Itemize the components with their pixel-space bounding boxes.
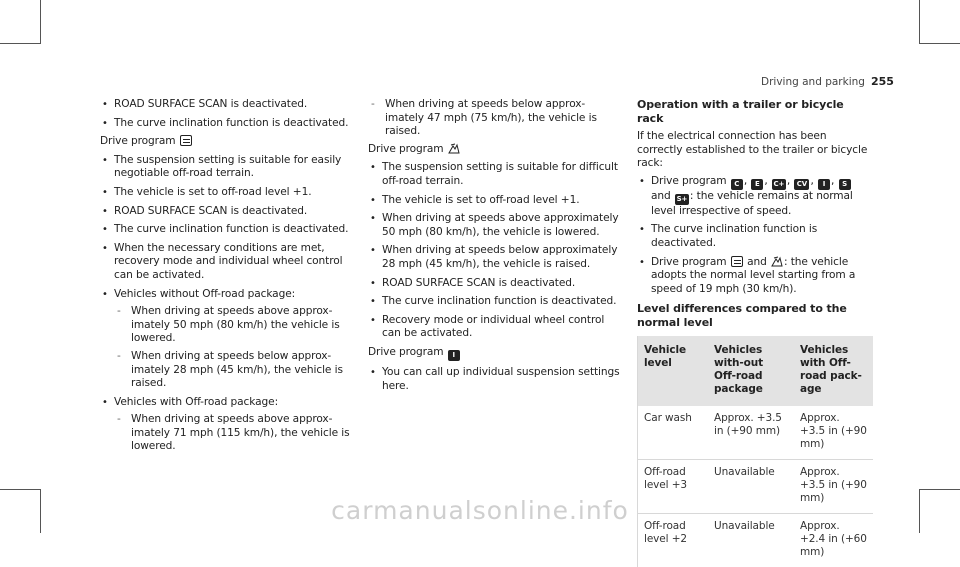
table-heading: Level differences compared to the normal level — [637, 302, 847, 330]
list-item: • You can call up individual suspension settings here. — [368, 366, 624, 393]
rock-crawl-program-icon — [771, 256, 783, 267]
drive-program-label — [368, 143, 624, 157]
table-cell: Off-road level +2 — [638, 514, 709, 567]
sub-item: - When driving at speeds above approx-imately 71 mph (115 km/h), the vehicle is lowered. — [114, 413, 352, 454]
list-item: • ROAD SURFACE SCAN is deactivated. — [368, 277, 624, 291]
crop-mark — [40, 0, 41, 44]
column-1 — [100, 98, 352, 459]
drive-program-label — [100, 135, 352, 149]
section-heading: Operation with a trailer or bicycle rack — [637, 98, 844, 125]
list-item: • The suspension setting is suitable for easily negotiable off-road terrain. — [100, 154, 352, 181]
running-header — [761, 75, 894, 88]
individual-program-icon: I — [818, 179, 830, 190]
list-item: • Recovery mode or individual wheel control can be activated. — [368, 314, 624, 341]
table-cell: Unavailable — [708, 460, 794, 514]
crop-mark — [919, 0, 920, 44]
curve-program-icon: CV — [794, 179, 809, 190]
offroad-program-icon — [180, 135, 192, 146]
table-cell: Approx. +3.5 in (+90 mm) — [794, 460, 873, 514]
column-2 — [368, 98, 624, 398]
table-row — [638, 406, 874, 460]
eco-program-icon: E — [751, 179, 763, 190]
list-item-text: Vehicles with Off-road package: — [114, 395, 279, 408]
individual-program-icon: I — [448, 350, 460, 361]
rock-crawl-program-icon — [448, 143, 460, 154]
list-item-text: Vehicles without Off-road package: — [114, 287, 296, 300]
table-cell: Off-road level +3 — [638, 460, 709, 514]
table-cell: Approx. +3.5 in (+90 mm) — [794, 406, 873, 460]
list-item: • ROAD SURFACE SCAN is deactivated. — [100, 98, 352, 112]
list-item: • The curve inclination function is deactivated. — [100, 223, 352, 237]
table-header: Vehicles with Off-road pack-age — [794, 336, 873, 406]
drive-program-text: Drive program — [651, 255, 727, 268]
crop-mark — [0, 489, 41, 490]
sport-program-icon: S — [839, 179, 851, 190]
table-header: Vehicles with-out Off-road package — [708, 336, 794, 406]
intro-text: If the electrical connection has been correctly established to the trailer or bicycle rack: — [637, 130, 868, 170]
drive-program-label — [368, 346, 624, 361]
drive-program-text: Drive program — [100, 135, 176, 148]
table-cell: Car wash — [638, 406, 709, 460]
sub-item: - When driving at speeds above approx-imately 50 mph (80 km/h) the vehicle is lowered. — [114, 305, 352, 346]
sub-item: - When driving at speeds below approx-imately 28 mph (45 km/h), the vehicle is raised. — [114, 350, 352, 391]
list-item-text: : the vehicle adopts the normal level starting from a speed of 19 mph (30 km/h). — [651, 255, 856, 295]
drive-program-text: Drive program — [651, 174, 727, 187]
list-item: • Drive program C , E , C+ , CV , I , S and S+ : the vehicle remains at normal level irrespective of speed. — [637, 175, 873, 219]
table-header: Vehicle level — [638, 336, 709, 406]
crop-mark — [919, 43, 960, 44]
list-item: • ROAD SURFACE SCAN is deactivated. — [100, 205, 352, 219]
sub-item: - When driving at speeds below approx-imately 47 mph (75 km/h), the vehicle is raised. — [368, 98, 624, 139]
list-item: • The curve inclination function is deactivated. — [637, 223, 873, 250]
list-item-text: : the vehicle remains at normal level irrespective of speed. — [651, 189, 853, 217]
crop-mark — [0, 43, 41, 44]
list-item: • When the necessary conditions are met, recovery mode and individual wheel control can be activated. — [100, 242, 352, 283]
list-item: • The curve inclination function is deactivated. — [100, 117, 352, 131]
sport-plus-program-icon: S+ — [676, 194, 688, 203]
page-number: 255 — [870, 75, 894, 88]
list-item: • The curve inclination function is deactivated. — [368, 295, 624, 309]
section-title: Driving and parking — [761, 76, 865, 88]
table-header-row — [638, 336, 874, 406]
table-cell: Approx. +2.4 in (+60 mm) — [800, 520, 867, 559]
connector-text: and — [747, 255, 767, 268]
comfort-program-icon: C — [731, 179, 743, 190]
list-item: • The suspension setting is suitable for difficult off-road terrain. — [368, 161, 624, 188]
crop-mark — [919, 489, 960, 490]
table-cell: Approx. +3.5 in (+90 mm) — [708, 406, 794, 460]
drive-program-text: Drive program — [368, 142, 444, 155]
comfort-plus-program-icon: C+ — [773, 179, 785, 188]
table-cell: Unavailable — [714, 520, 775, 533]
watermark: carmanualsonline.info — [331, 496, 629, 525]
list-item — [100, 396, 352, 454]
list-item — [100, 288, 352, 391]
list-item: • When driving at speeds below approximately 28 mph (45 km/h), the vehicle is raised. — [368, 244, 624, 271]
drive-program-text: Drive program — [368, 345, 444, 358]
connector-text: and — [651, 189, 671, 202]
list-item: • When driving at speeds above approximately 50 mph (80 km/h), the vehicle is lowered. — [368, 212, 624, 239]
level-differences-table — [637, 336, 873, 567]
list-item: • The vehicle is set to off-road level +1. — [368, 194, 624, 208]
list-item: • The vehicle is set to off-road level +1. — [100, 186, 352, 200]
list-item — [637, 256, 873, 297]
offroad-program-icon — [731, 256, 743, 267]
